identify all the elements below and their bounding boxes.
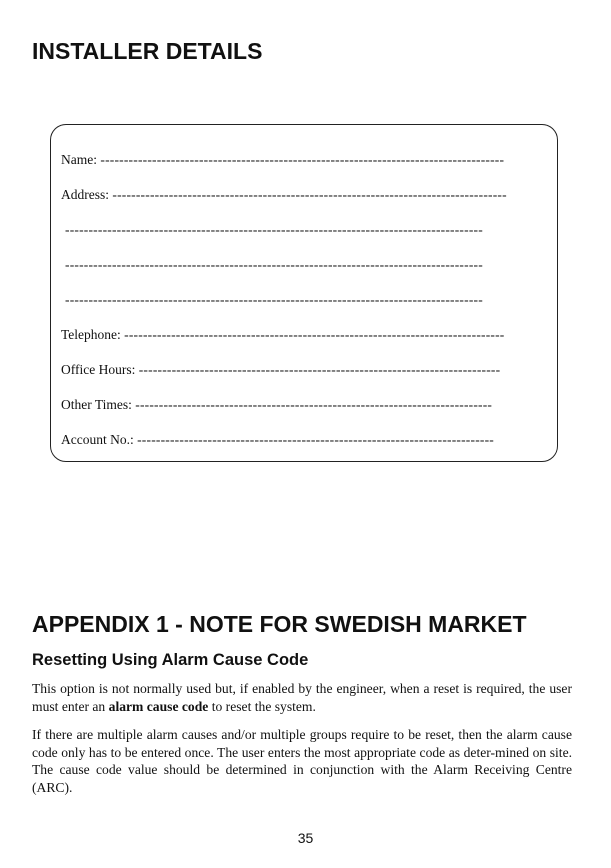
address-field-label: Address: bbox=[61, 187, 109, 202]
address-field-line: ------------------------------------------------------------------------------------ bbox=[112, 187, 507, 202]
address-field[interactable] bbox=[61, 186, 511, 204]
appendix-paragraph-1 bbox=[32, 680, 572, 715]
appendix-subheading: Resetting Using Alarm Cause Code bbox=[32, 651, 309, 669]
address-line-4-dashes: ----------------------------------------------------------------------------------------- bbox=[65, 292, 483, 307]
page-number: 35 bbox=[297, 830, 314, 846]
account-no-field-line: ---------------------------------------------------------------------------- bbox=[137, 432, 494, 447]
para1-text-after: to reset the system. bbox=[208, 698, 316, 714]
other-times-field-label: Other Times: bbox=[61, 397, 132, 412]
appendix-heading: APPENDIX 1 - NOTE FOR SWEDISH MARKET bbox=[32, 611, 527, 637]
address-line-3-dashes: ----------------------------------------------------------------------------------------- bbox=[65, 257, 483, 272]
name-field[interactable] bbox=[61, 151, 511, 169]
address-line-2[interactable] bbox=[65, 221, 515, 239]
other-times-field[interactable] bbox=[61, 396, 511, 414]
alarm-cause-code-term: alarm cause code bbox=[108, 698, 209, 714]
address-line-4[interactable] bbox=[65, 291, 515, 309]
installer-details-heading: INSTALLER DETAILS bbox=[32, 38, 263, 64]
appendix-paragraph-2: If there are multiple alarm causes and/or multiple groups require to be reset, then the alarm cause code only has to be entered once. The user enters the most appropriate code as deter-mined on site. The cause code value should be determined in conjunction with the Alarm Receiving Centre (ARC). bbox=[32, 727, 572, 795]
para1-text-before: This option is not normally used but, if enabled by the engineer, when a reset is required, the user must enter an bbox=[32, 681, 572, 714]
telephone-field-line: --------------------------------------------------------------------------------- bbox=[124, 327, 505, 342]
account-no-field[interactable] bbox=[61, 431, 511, 449]
address-line-3[interactable] bbox=[65, 256, 515, 274]
telephone-field[interactable] bbox=[61, 326, 511, 344]
name-field-line: -------------------------------------------------------------------------------------- bbox=[100, 152, 505, 167]
telephone-field-label: Telephone: bbox=[61, 327, 121, 342]
other-times-field-line: ---------------------------------------------------------------------------- bbox=[135, 397, 493, 412]
address-line-2-dashes: ----------------------------------------------------------------------------------------- bbox=[65, 222, 483, 237]
office-hours-field[interactable] bbox=[61, 361, 511, 379]
name-field-label: Name: bbox=[61, 152, 97, 167]
office-hours-field-label: Office Hours: bbox=[61, 362, 136, 377]
office-hours-field-line: ----------------------------------------------------------------------------- bbox=[138, 362, 501, 377]
account-no-field-label: Account No.: bbox=[61, 432, 134, 447]
